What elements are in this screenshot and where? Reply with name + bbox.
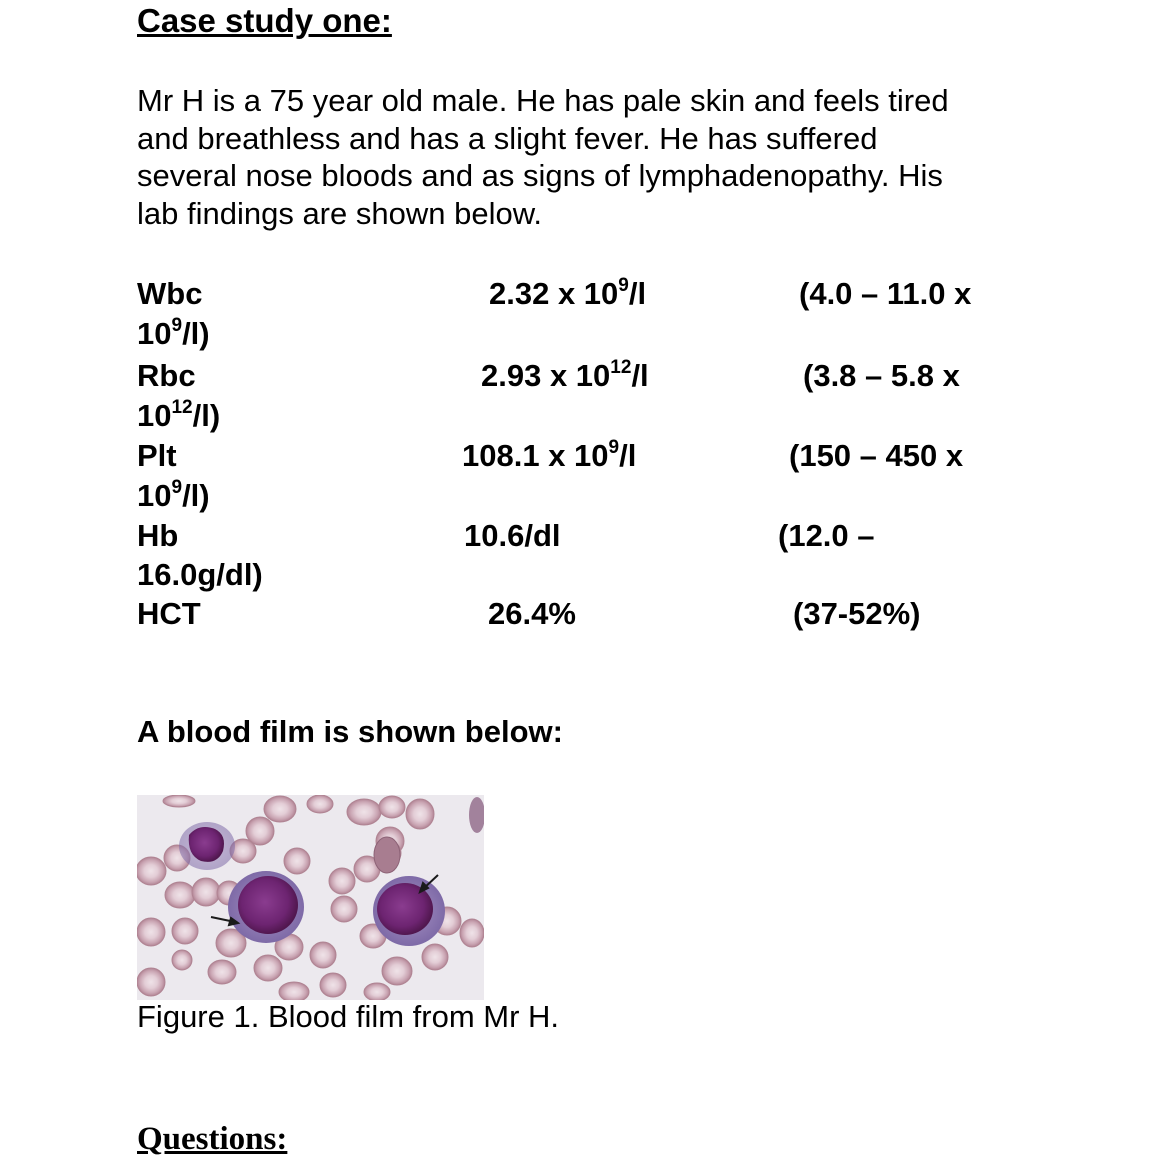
lab-range-cont-plt: $10^9/l$) <box>137 476 210 513</box>
figure-caption: Figure 1. Blood film from Mr H. <box>137 999 560 1034</box>
lab-name-wbc: Wbc <box>137 276 203 311</box>
lab-name-hb: Hb <box>137 518 179 553</box>
intro-line: lab findings are shown below. <box>137 195 542 231</box>
lab-name-hct: HCT <box>137 596 201 631</box>
lab-value-hb: 10.6/dl <box>464 518 561 553</box>
intro-line: several nose bloods and as signs of lymphadenopathy. His <box>137 158 943 193</box>
intro-line: and breathless and has a slight fever. He has suffered <box>137 120 878 156</box>
blood-film-image <box>137 795 484 1000</box>
intro-line: Mr H is a 75 year old male. He has pale skin and feels tired <box>137 83 949 118</box>
lab-name-rbc: Rbc <box>137 358 196 393</box>
lab-value-plt: 108.1 x $10^9/l$ <box>462 436 637 473</box>
lab-range-cont-wbc: $10^9/l$) <box>137 314 210 351</box>
blood-film-heading: A blood film is shown below: <box>137 714 563 749</box>
case-description <box>137 82 1037 232</box>
case-title: Case study one: <box>137 2 392 39</box>
lab-range-rbc: (3.8 – 5.8 x <box>803 358 960 393</box>
lab-range-cont-rbc: $10^{12}/l$) <box>137 396 221 433</box>
lab-range-hb: (12.0 – <box>778 518 875 553</box>
lab-value-wbc: 2.32 x $10^9/l$ <box>489 274 647 311</box>
lab-value-hct: 26.4% <box>488 596 576 631</box>
lab-range-plt: (150 – 450 x <box>789 438 964 473</box>
lab-range-wbc: (4.0 – 11.0 x <box>799 276 972 311</box>
lab-name-plt: Plt <box>137 438 177 473</box>
lab-value-rbc: 2.93 x $10^{12}/l$ <box>481 356 649 393</box>
lab-range-hct: (37-52%) <box>793 596 921 631</box>
lab-range-cont-hb: 16.0g/dl) <box>137 557 263 592</box>
questions-heading: Questions: <box>137 1121 288 1157</box>
